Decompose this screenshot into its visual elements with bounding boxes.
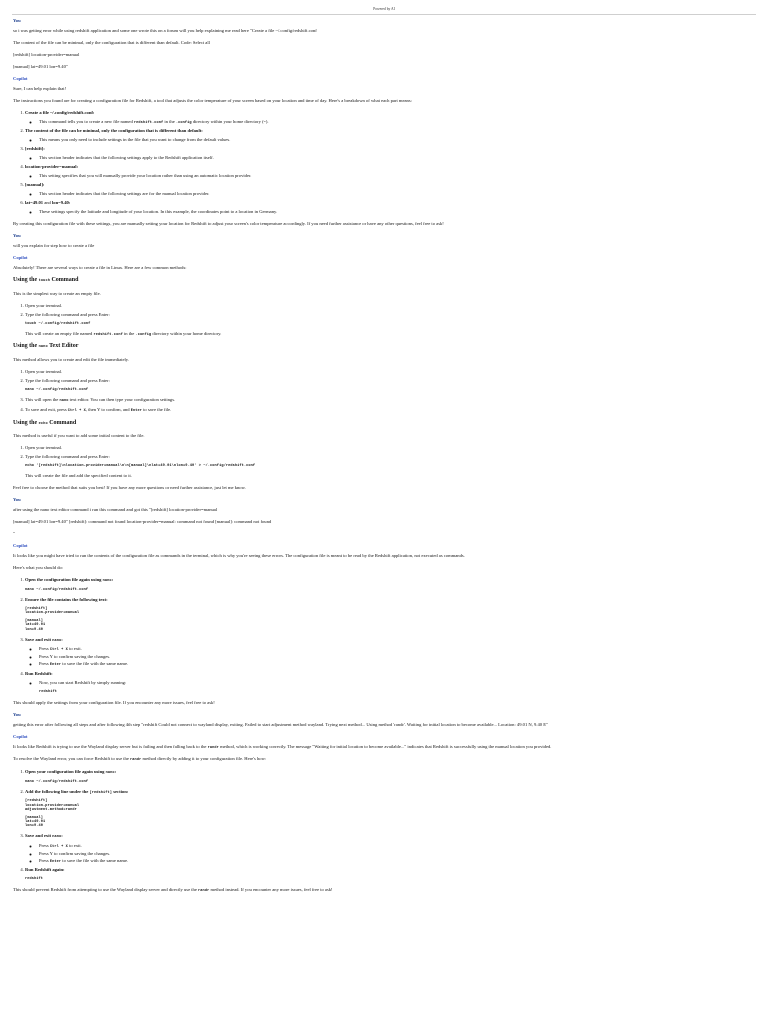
text: and xyxy=(43,200,52,206)
speaker-label-copilot: Copilot xyxy=(13,733,28,739)
sub-list-item xyxy=(39,661,755,668)
inline-code: nano xyxy=(105,770,115,775)
text: Add the following line under the xyxy=(25,788,90,794)
user-message-line: [manual] lat=49.01 lon=9.40" [redshift]: command not found location-provider=manual: command not found [manual]: command not found xyxy=(13,519,272,525)
list-item xyxy=(25,378,755,392)
assistant-paragraph: This should apply the settings from your configuration file. If you encounter any more issues, feel free to ask! xyxy=(13,699,215,705)
speaker-label-you: You xyxy=(13,18,21,23)
list-item xyxy=(25,397,755,404)
sub-list-item: ◦ Press Y to confirm saving the changes. xyxy=(39,851,755,857)
inline-code: Ctrl + X xyxy=(49,648,68,653)
list-item-title: Ensure the file contains the following text: xyxy=(25,596,108,602)
text: Save and exit xyxy=(25,833,53,839)
inline-code: echo xyxy=(38,421,48,426)
sub-list xyxy=(25,155,755,161)
list-item-note: This will create the file and add the specified content to it. xyxy=(25,473,132,479)
text: method instead. If you encounter any more issues, feel free to ask! xyxy=(209,887,333,893)
list-item xyxy=(25,577,755,592)
inline-code: randr xyxy=(130,758,142,763)
text: in the xyxy=(163,118,176,124)
list-item xyxy=(25,637,755,668)
header-divider xyxy=(12,14,756,15)
sub-list-item: ◦ These settings specify the latitude and longitude of your location. In this example, the coordinates point to a location in Germany. xyxy=(39,209,755,215)
assistant-paragraph: Here's what you should do: xyxy=(13,565,64,571)
text: directory within your home directory. xyxy=(151,330,222,336)
text: To resolve the Wayland error, you can force Redshift to use the xyxy=(13,756,131,762)
sub-list xyxy=(25,137,755,143)
inline-code: redshift.conf xyxy=(93,332,123,337)
sub-list-item xyxy=(39,646,755,653)
text: Command xyxy=(49,276,79,283)
sub-list-item: ◦ This means you only need to include settings in the file that you want to change from the default values. xyxy=(39,137,755,143)
list-item-title: [redshift]: xyxy=(25,146,45,152)
list-item xyxy=(25,597,755,632)
code-block: [redshift] location-provider=manual adjustment-method=randr [manual] lat=49.01 lon=9.40 xyxy=(25,799,80,829)
list-item-note xyxy=(25,331,755,338)
inline-code: nano xyxy=(59,399,69,404)
list-item-title: location-provider=manual: xyxy=(25,164,79,170)
list-item-title: Run Redshift again: xyxy=(25,867,65,873)
text: To save and exit, press xyxy=(25,406,68,412)
assistant-paragraph xyxy=(13,744,755,751)
assistant-paragraph: This method allows you to create and edit the file immediately. xyxy=(13,357,129,363)
sub-list-item xyxy=(39,119,755,126)
sub-list-item: ◦ Press Y to confirm saving the changes. xyxy=(39,654,755,660)
sub-list-item xyxy=(39,680,755,694)
user-message-line: The content of the file can be minimal, only the configuration that is different than default. Code: Select all xyxy=(13,39,210,45)
text: text editor. You can then type your configuration settings. xyxy=(68,397,176,403)
text: , then Y to confirm, and xyxy=(85,406,131,412)
list-item-title: Run Redshift: xyxy=(25,670,53,676)
text: Text Editor xyxy=(47,343,79,350)
sub-list-item xyxy=(39,858,755,865)
text: Press xyxy=(39,857,50,863)
section-heading xyxy=(13,277,755,285)
user-message-line: [manual] lat=49.01 lon=9.40" xyxy=(13,63,68,69)
assistant-paragraph xyxy=(13,756,755,763)
sub-list xyxy=(25,843,755,864)
text: directory within your home directory ( xyxy=(191,118,264,124)
sub-list-item xyxy=(39,843,755,850)
list-item xyxy=(25,833,755,864)
assistant-paragraph xyxy=(13,887,755,894)
code-block: [redshift] location-provider=manual [manual] lat=49.01 lon=9.40 xyxy=(25,606,80,632)
text: : xyxy=(68,200,71,206)
speaker-label-copilot: Copilot xyxy=(13,543,28,549)
list-item-title: lat=49.01 xyxy=(25,200,44,206)
user-message-line: so i was getting error while using redshift application and some one wrote this on a forum will you help explaining me read here "Create a file ~/.config/redshift.conf xyxy=(13,27,317,33)
user-message-line: " xyxy=(13,531,15,537)
list-item xyxy=(25,200,755,215)
text: Using the xyxy=(13,276,39,283)
list-item-title: Create a file ~/.config/redshift.conf: xyxy=(25,109,95,115)
text: Press xyxy=(39,646,50,652)
steps-list xyxy=(13,369,755,413)
user-message-line: after using the nano text editor command i run this command and got this "[redshift] location-provider=manual xyxy=(13,507,218,513)
text: Press xyxy=(39,660,50,666)
code-block: nano ~/.config/redshift.conf xyxy=(25,388,89,393)
list-item xyxy=(25,164,755,179)
inline-code: nano xyxy=(38,345,48,350)
text: This will create an empty file named xyxy=(25,330,94,336)
section-heading xyxy=(13,420,755,428)
assistant-paragraph: This is the simplest way to create an empty file. xyxy=(13,290,101,296)
speaker-label-you: You xyxy=(13,233,21,239)
list-item: 1. Open your terminal. xyxy=(25,445,755,451)
list-item xyxy=(25,312,755,338)
text: This should prevent Redshift from attempting to use the Wayland display server and directly use the xyxy=(13,887,199,893)
list-item xyxy=(25,128,755,143)
text: ). xyxy=(265,118,269,124)
list-item-title: [manual]: xyxy=(25,182,45,188)
assistant-paragraph: Feel free to choose the method that suits you best! If you have any more questions or need further assistance, just let me know. xyxy=(13,485,246,491)
text: Command xyxy=(47,419,77,426)
text: Open your configuration file again using xyxy=(25,768,106,774)
list-item xyxy=(25,407,755,414)
list-item xyxy=(25,671,755,694)
inline-code: Enter xyxy=(49,859,62,864)
inline-code: Enter xyxy=(49,662,62,667)
list-item: 1. Open your terminal. xyxy=(25,303,755,309)
code-block: redshift xyxy=(39,689,58,694)
assistant-paragraph: By creating this configuration file with these settings, you are manually setting your location for Redshift to adjust your screen's color temperature accordingly. If you need further assistance or have any other questions, feel free to ask! xyxy=(13,221,444,227)
list-item xyxy=(25,454,755,479)
text: method directly by adding it to your configuration file. Here's how: xyxy=(141,756,267,762)
list-item-title: lon=9.40 xyxy=(52,200,69,206)
speaker-label-copilot: Copilot xyxy=(13,254,28,260)
text: to exit. xyxy=(67,646,82,652)
code-block: nano ~/.config/redshift.conf xyxy=(25,779,89,784)
list-item: 1. Open your terminal. xyxy=(25,369,755,375)
text: Using the xyxy=(13,343,39,350)
sub-list xyxy=(25,173,755,179)
inline-code: [redshift] xyxy=(89,790,113,795)
text: Now, you can start Redshift by simply running: xyxy=(39,679,127,685)
inline-code: Enter xyxy=(130,408,142,413)
text: section: xyxy=(112,788,129,794)
speaker-label-copilot: Copilot xyxy=(13,75,28,81)
sub-list-item: ◦ This section header indicates that the following settings are for the manual location provider. xyxy=(39,191,755,197)
inline-code: randr xyxy=(198,889,210,894)
steps-list xyxy=(13,577,755,694)
list-item xyxy=(25,769,755,784)
text: Type the following command and press Enter: xyxy=(25,378,110,384)
text: : xyxy=(111,577,114,583)
page-header: Powered by AI xyxy=(373,7,395,11)
sub-list xyxy=(25,646,755,667)
text: : xyxy=(61,833,63,839)
text: Type the following command and press Enter: xyxy=(25,311,110,317)
steps-list xyxy=(13,769,755,881)
text: It looks like Redshift is trying to use the Wayland display server but is failing and then falling back to the xyxy=(13,743,208,749)
text: method, which is working correctly. The message "Waiting for initial location to become available..." indicates that Redshift is successfully using the manual location you provided. xyxy=(218,743,552,749)
text: This will open the xyxy=(25,397,60,403)
speaker-label-you: You xyxy=(13,711,21,717)
inline-code: nano xyxy=(102,579,112,584)
text: Type the following command and press Enter: xyxy=(25,454,110,460)
text: to save the file. xyxy=(141,406,172,412)
code-block: echo '[redshift]\nlocation-provider=manual\n\n[manual]\nlat=49.01\nlon=9.40' > ~/.config/redshift.conf xyxy=(25,464,256,469)
text: Using the xyxy=(13,419,39,426)
text: Press xyxy=(39,842,50,848)
inline-code: ~ xyxy=(263,120,266,125)
assistant-paragraph: The instructions you found are for creating a configuration file for Redshift, a tool that adjusts the color temperature of your screen based on your location and time of day. Here's a breakdown of what each part means: xyxy=(13,97,412,103)
sub-list xyxy=(25,680,755,694)
inline-code: Ctrl + X xyxy=(49,844,68,849)
sub-list-item: ◦ This setting specifies that you will manually provide your location rather than using an automatic location provider. xyxy=(39,173,755,179)
text: to save the file with the same name. xyxy=(61,660,129,666)
section-heading xyxy=(13,343,755,351)
text: to save the file with the same name. xyxy=(61,857,129,863)
user-message-line: getting this error after following all steps and after following 4th step "redshift Could not connect to wayland display, exiting. Failed to start adjustment method wayland. Trying next method... Using method 'randr'. Waiting for initial location to become available... Location: 49.01 N, 9.40 E" xyxy=(13,721,548,727)
code-block: nano ~/.config/redshift.conf xyxy=(25,587,89,592)
conversation xyxy=(13,18,755,900)
sub-list xyxy=(25,209,755,215)
assistant-paragraph: It looks like you might have tried to run the contents of the configuration file as commands in the terminal, which is why you're seeing these errors. The configuration file is meant to be read by the Redshift application, not executed as commands. xyxy=(13,553,465,559)
assistant-paragraph: Absolutely! There are several ways to create a file in Linux. Here are a few common methods: xyxy=(13,264,187,270)
list-item xyxy=(25,110,755,126)
text: in the xyxy=(122,330,136,336)
text: : xyxy=(61,636,63,642)
sub-list-item: ◦ This section header indicates that the following settings apply to the Redshift application itself. xyxy=(39,155,755,161)
user-message-line: will you explain for step how to create a file xyxy=(13,243,95,249)
list-item xyxy=(25,789,755,829)
text: to exit. xyxy=(67,842,82,848)
steps-list xyxy=(13,303,755,338)
list-item-title: The content of the file can be minimal, only the configuration that is different than default: xyxy=(25,128,203,134)
inline-code: .config xyxy=(135,332,152,337)
steps-list xyxy=(13,445,755,479)
code-block: touch ~/.config/redshift.conf xyxy=(25,321,91,326)
code-block: redshift xyxy=(25,877,44,882)
list-item xyxy=(25,867,755,881)
user-message-line: [redshift] location-provider=manual xyxy=(13,51,80,57)
sub-list xyxy=(25,119,755,126)
inline-code: randr xyxy=(207,745,219,750)
text: This command tells you to create a new file named xyxy=(39,118,134,124)
assistant-paragraph: This method is useful if you want to add some initial content to the file. xyxy=(13,433,145,439)
sub-list xyxy=(25,191,755,197)
assistant-paragraph: Sure, I can help explain that! xyxy=(13,85,67,91)
list-item xyxy=(25,182,755,197)
speaker-label-you: You xyxy=(13,497,21,503)
inline-code: redshift.conf xyxy=(133,120,164,125)
inline-code: nano xyxy=(52,638,62,643)
text: : xyxy=(114,768,117,774)
inline-code: Ctrl + X xyxy=(67,408,86,413)
inline-code: nano xyxy=(52,835,62,840)
text: Save and exit xyxy=(25,636,53,642)
text: Open the configuration file again using xyxy=(25,577,103,583)
inline-code: .config xyxy=(175,120,192,125)
explanation-list xyxy=(13,110,755,215)
list-item xyxy=(25,146,755,161)
inline-code: touch xyxy=(38,278,50,283)
